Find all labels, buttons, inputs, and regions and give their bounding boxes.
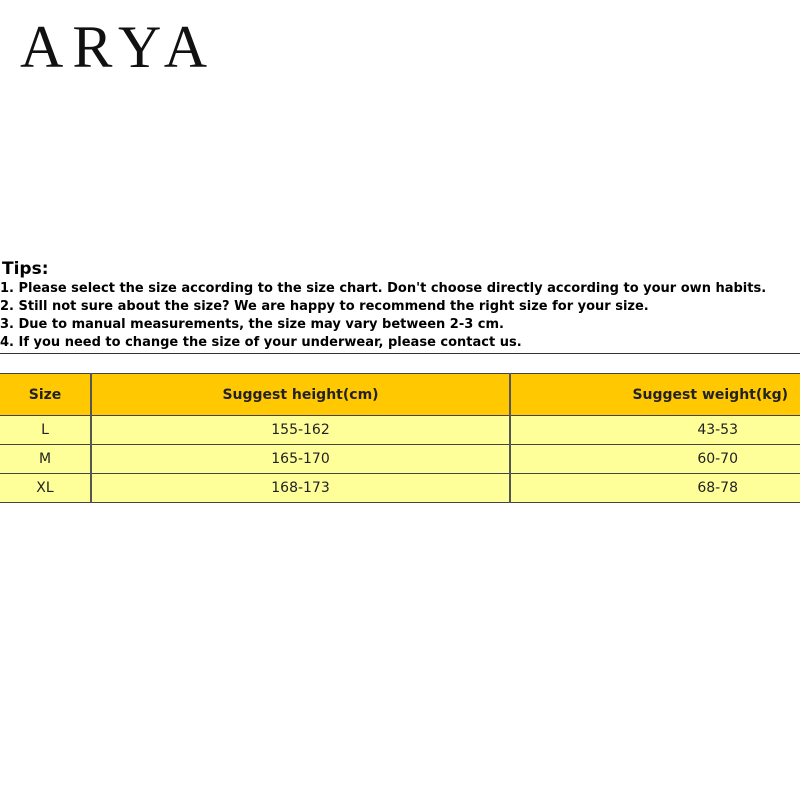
tips-title: Tips:: [2, 259, 49, 279]
tips-section: [0, 258, 800, 352]
table-row: [0, 445, 800, 474]
brand-logo: ARYA: [20, 14, 217, 80]
divider-line: [0, 353, 800, 354]
cell-weight: 60-70: [510, 445, 800, 474]
cell-size: M: [0, 445, 91, 474]
tip-line-2: 2. Still not sure about the size? We are happy to recommend the right size for your size.: [0, 299, 649, 314]
header-weight: Suggest weight(kg): [510, 374, 800, 416]
header-size: Size: [0, 374, 91, 416]
cell-size: XL: [0, 474, 91, 503]
cell-height: 165-170: [91, 445, 510, 474]
table-header-row: [0, 374, 800, 416]
table-row: [0, 416, 800, 445]
tip-line-1: 1. Please select the size according to the size chart. Don't choose directly according to your own habits.: [0, 281, 767, 296]
size-chart-table: [0, 373, 800, 503]
table-row: [0, 474, 800, 503]
cell-weight: 43-53: [510, 416, 800, 445]
tip-line-4: 4. If you need to change the size of your underwear, please contact us.: [0, 335, 522, 350]
header-height: Suggest height(cm): [91, 374, 510, 416]
cell-size: L: [0, 416, 91, 445]
cell-height: 155-162: [91, 416, 510, 445]
cell-weight: 68-78: [510, 474, 800, 503]
tip-line-3: 3. Due to manual measurements, the size may vary between 2-3 cm.: [0, 317, 504, 332]
cell-height: 168-173: [91, 474, 510, 503]
